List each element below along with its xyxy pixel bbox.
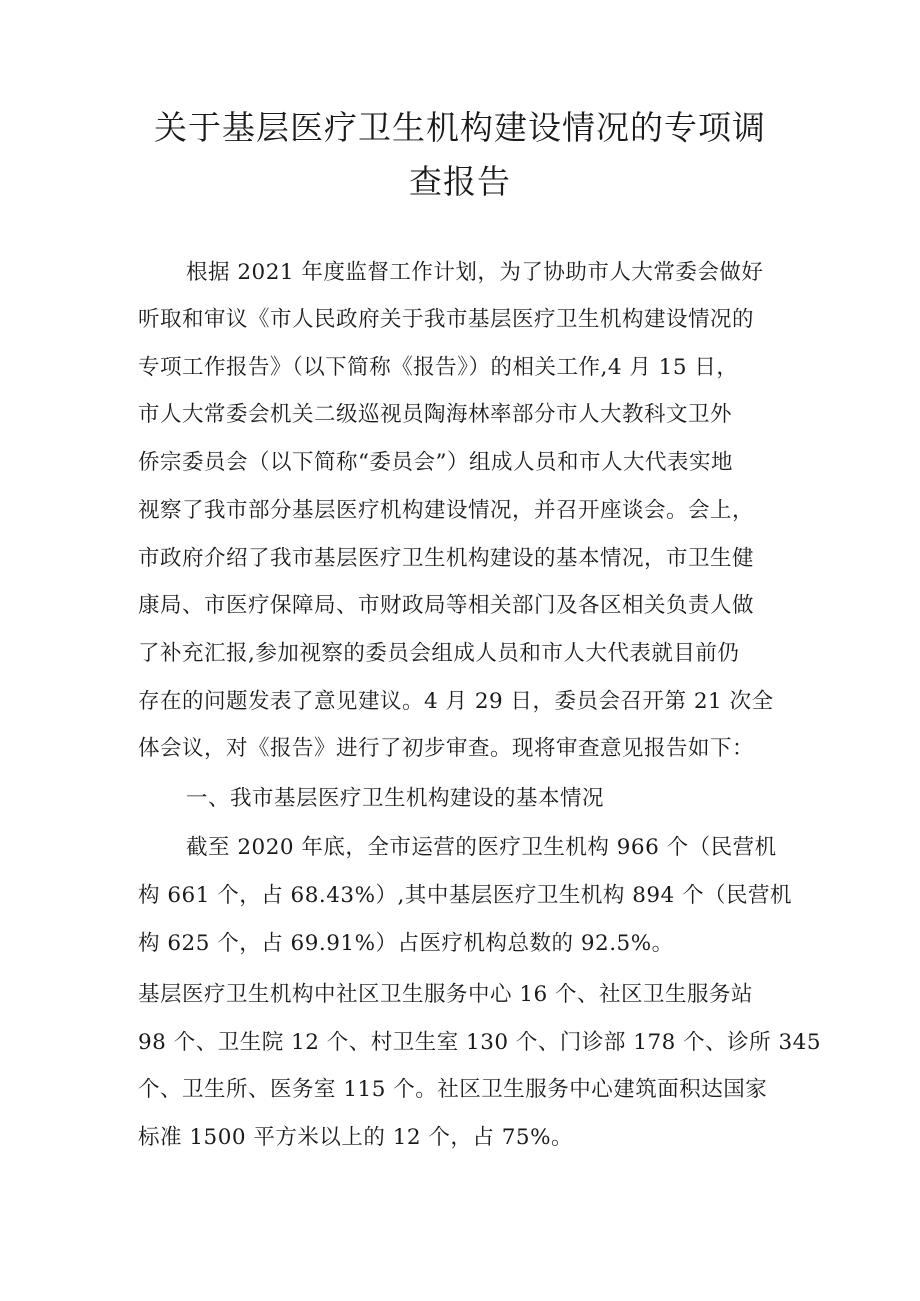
body-line: 市人大常委会机关二级巡视员陶海林率部分市人大教科文卫外 xyxy=(138,402,733,427)
body-line: 康局、市医疗保障局、市财政局等相关部门及各区相关负责人做 xyxy=(138,593,755,618)
body-line: 98 个、卫生院 12 个、村卫生室 130 个、门诊部 178 个、诊所 345 xyxy=(138,1030,822,1055)
body-line: 标准 1500 平方米以上的 12 个，占 75%。 xyxy=(138,1125,574,1150)
body-line: 基层医疗卫生机构中社区卫生服务中心 16 个、社区卫生服务站 xyxy=(138,982,754,1007)
body-line: 体会议，对《报告》进行了初步审查。现将审查意见报告如下： xyxy=(138,736,755,761)
body-line: 专项工作报告》（以下简称《报告》）的相关工作,4 月 15 日， xyxy=(138,355,739,380)
body-line: 构 661 个，占 68.43%）,其中基层医疗卫生机构 894 个（民营机 xyxy=(138,883,793,908)
body-line: 视察了我市部分基层医疗机构建设情况，并召开座谈会。会上， xyxy=(138,498,755,523)
section-heading: 一、我市基层医疗卫生机构建设的基本情况 xyxy=(186,786,605,811)
body-line: 市政府介绍了我市基层医疗卫生机构建设的基本情况，市卫生健 xyxy=(138,546,755,571)
document-title-line-1: 关于基层医疗卫生机构建设情况的专项调 xyxy=(154,108,766,147)
body-line: 存在的问题发表了意见建议。4 月 29 日，委员会召开第 21 次全 xyxy=(138,689,774,714)
body-line: 侨宗委员会（以下简称“委员会”）组成人员和市人大代表实地 xyxy=(138,450,733,475)
body-line: 构 625 个，占 69.91%）占医疗机构总数的 92.5%。 xyxy=(138,931,674,956)
document-title-line-2: 查报告 xyxy=(409,162,511,201)
body-line: 截至 2020 年底，全市运营的医疗卫生机构 966 个（民营机 xyxy=(186,835,777,860)
body-line: 根据 2021 年度监督工作计划，为了协助市人大常委会做好 xyxy=(186,260,764,285)
body-line: 听取和审议《市人民政府关于我市基层医疗卫生机构建设情况的 xyxy=(138,307,755,332)
body-line: 个、卫生所、医务室 115 个。社区卫生服务中心建筑面积达国家 xyxy=(138,1077,768,1102)
body-line: 了补充汇报,参加视察的委员会组成人员和市人大代表就目前仍 xyxy=(138,641,740,666)
